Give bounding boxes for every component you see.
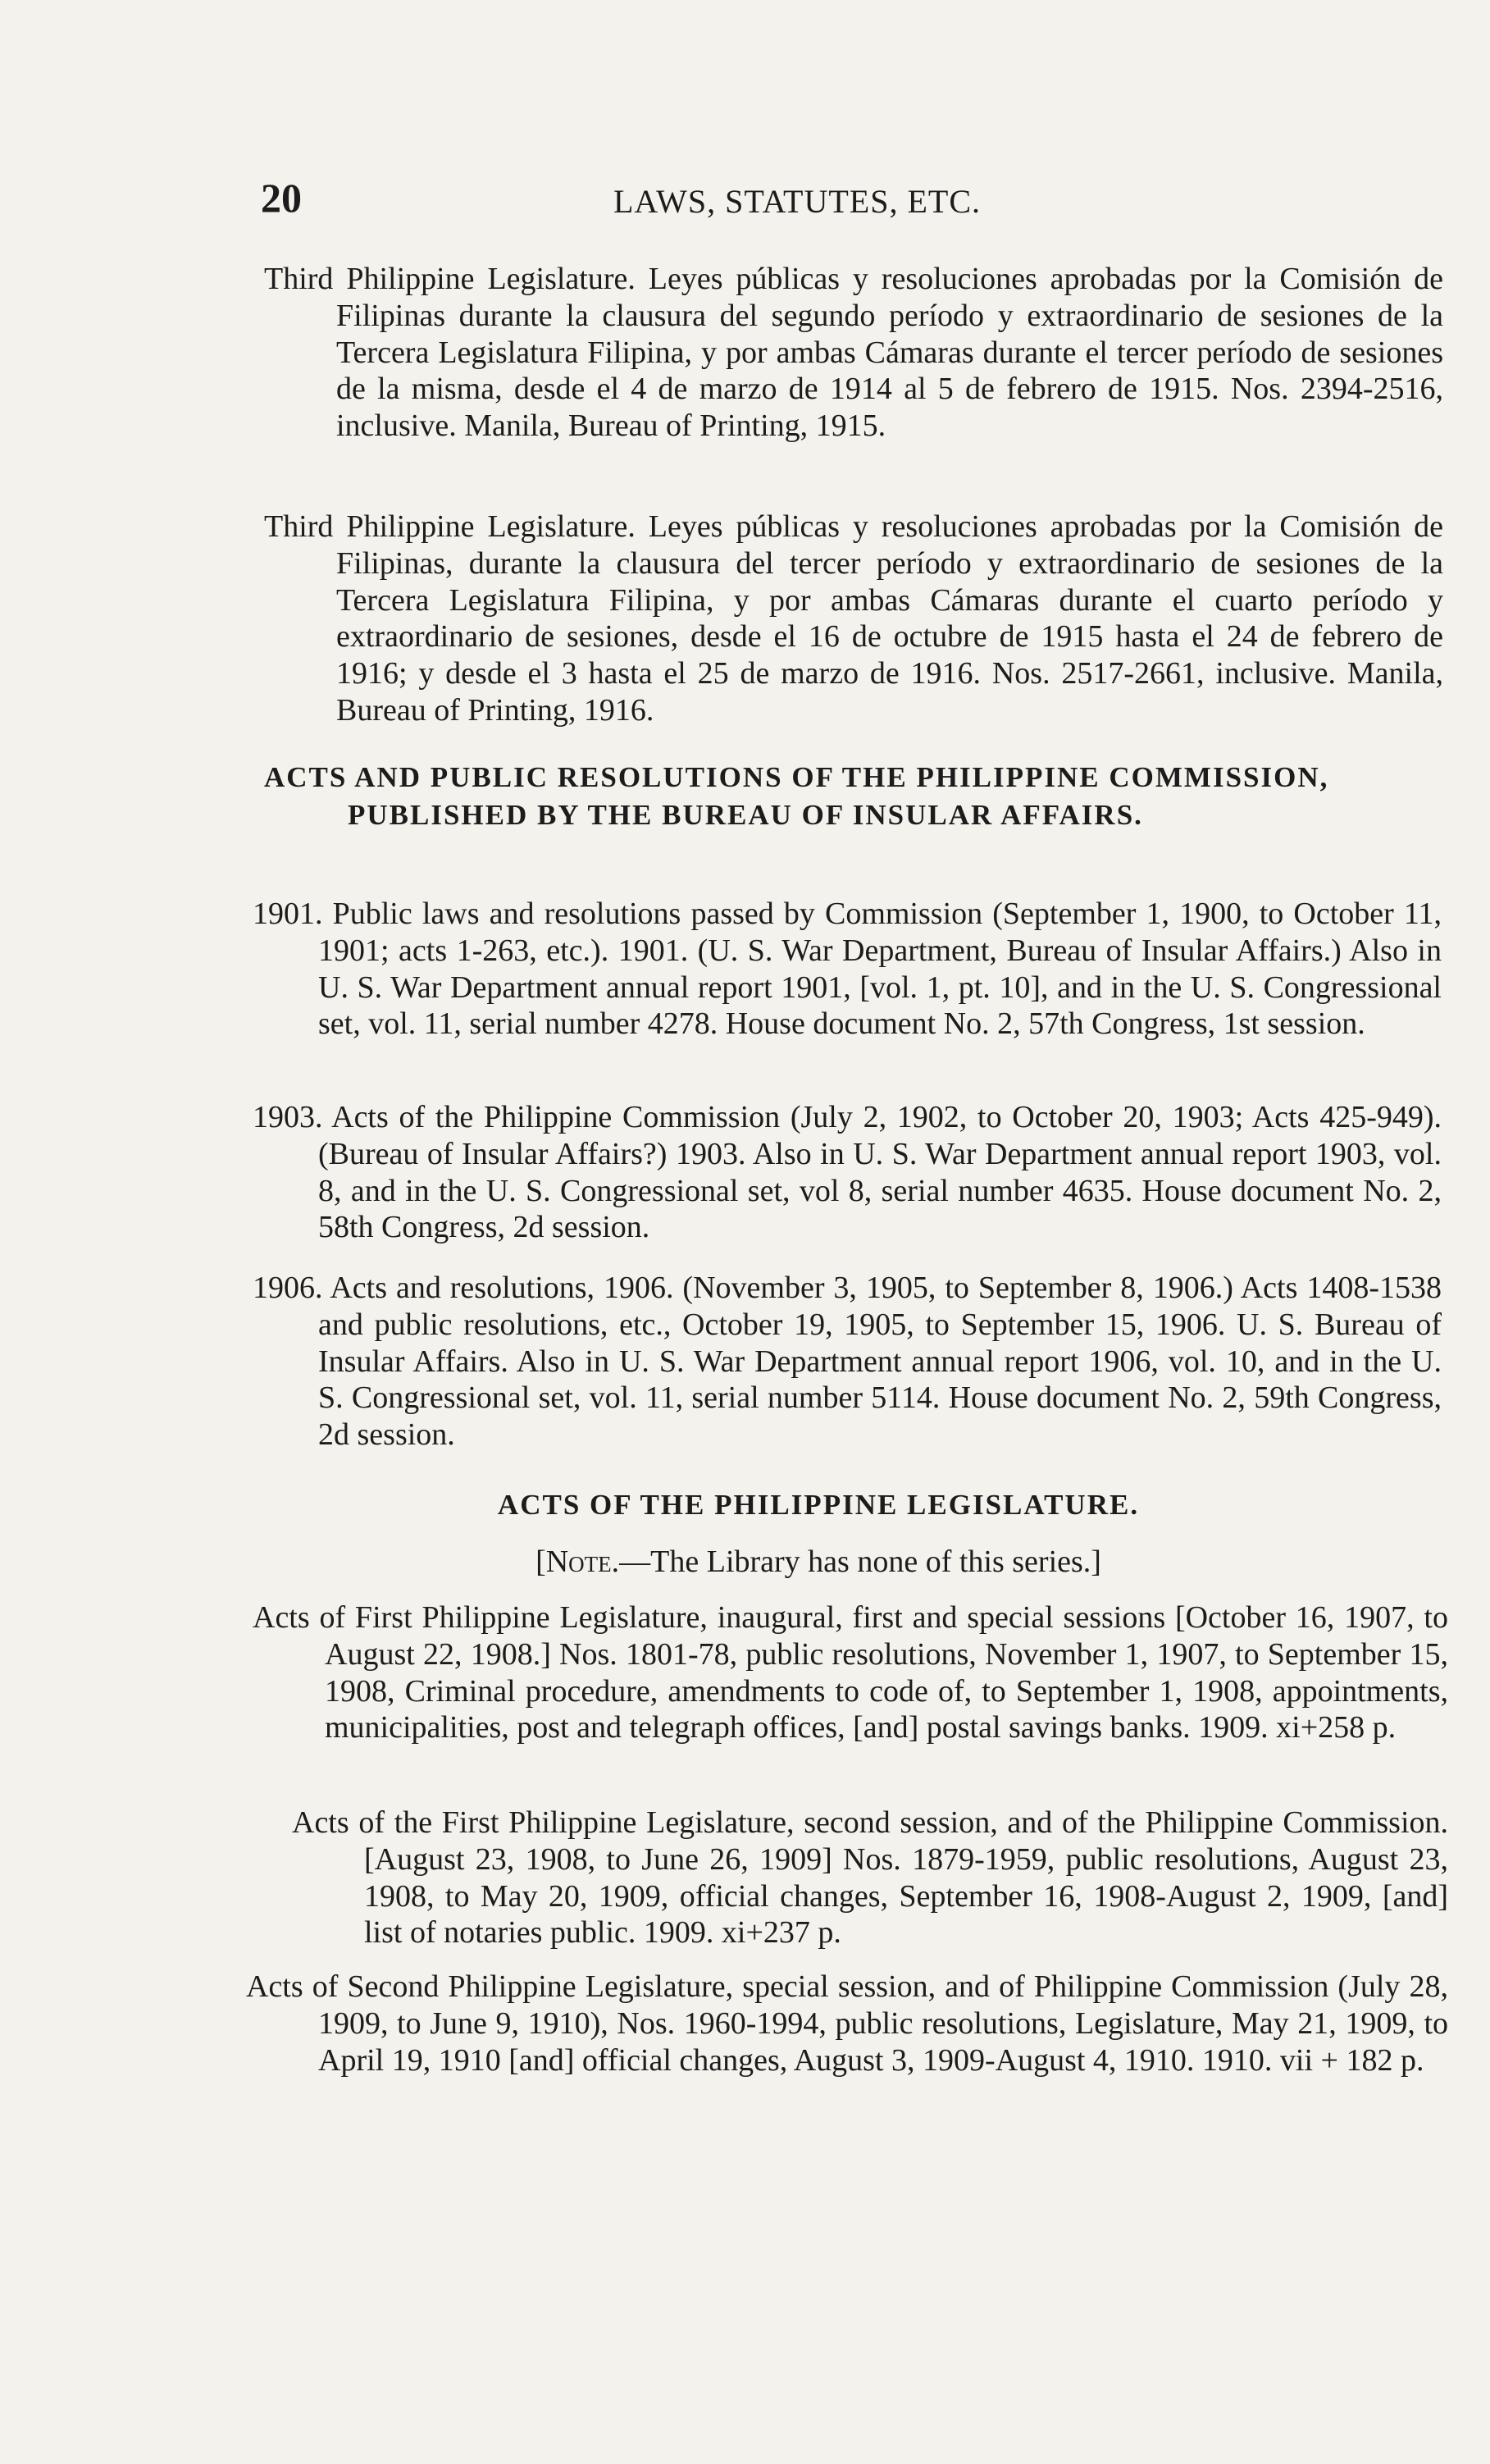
- bibliography-entry: Acts of the First Philippine Legislature, second session, and of the Philippine Commission. [August 23, 1908, to June 26, 1909] Nos. 1879-1959, public resolutions, August 23, 1908, to May 20, 1909, official changes, September 16, 1908-August 2, 1909, [and] list of notaries public. 1909. xi+237 p.: [292, 1805, 1448, 1951]
- bibliography-entry: 1906. Acts and resolutions, 1906. (November 3, 1905, to September 8, 1906.) Acts 1408-1538 and public resolutions, etc., October 19, 1905, to September 15, 1906. U. S. Bureau of Insular Affairs. Also in U. S. War Department annual report 1906, vol. 10, and in the U. S. Congressional set, vol. 11, serial number 5114. House document No. 2, 59th Congress, 2d session.: [253, 1271, 1442, 1453]
- note-label: Note.: [545, 1545, 620, 1579]
- page-header: [261, 174, 1392, 231]
- bibliography-entry: 1903. Acts of the Philippine Commission (July 2, 1902, to October 20, 1903; Acts 425-949). (Bureau of Insular Affairs?) 1903. Also in U. S. War Department annual report 1903, vol. 8, and in the U. S. Congressional set, vol 8, serial number 4635. House document No. 2, 58th Congress, 2d session.: [253, 1100, 1442, 1245]
- note-text: —The Library has none of this series.: [619, 1545, 1091, 1579]
- library-note: [Note.—The Library has none of this series.]: [535, 1545, 1101, 1579]
- bibliography-entry: Third Philippine Legislature. Leyes públicas y resoluciones aprobadas por la Comisión de Filipinas, durante la clausura del tercer período y extraordinario de sesiones de la Tercera Legislatura Filipina, y por ambas Cámaras durante el cuarto período y extraordinario de sesiones, desde el 16 de octubre de 1915 hasta el 24 de febrero de 1916; y desde el 3 hasta el 25 de marzo de 1916. Nos. 2517-2661, inclusive. Manila, Bureau of Printing, 1916.: [264, 509, 1443, 728]
- section-heading-legislature: ACTS OF THE PHILIPPINE LEGISLATURE.: [497, 1489, 1140, 1521]
- page-number: 20: [261, 175, 302, 221]
- section-heading-commission: ACTS AND PUBLIC RESOLUTIONS OF THE PHILIPPINE COMMISSION, PUBLISHED BY THE BUREAU OF INSULAR AFFAIRS.: [264, 761, 1329, 832]
- running-head: LAWS, STATUTES, ETC.: [613, 183, 982, 220]
- bibliography-entry: 1901. Public laws and resolutions passed by Commission (September 1, 1900, to October 11, 1901; acts 1-263, etc.). 1901. (U. S. War Department, Bureau of Insular Affairs.) Also in U. S. War Department annual report 1901, [vol. 1, pt. 10], and in the U. S. Congressional set, vol. 11, serial number 4278. House document No. 2, 57th Congress, 1st session.: [253, 897, 1442, 1042]
- bibliography-entry: Acts of First Philippine Legislature, inaugural, first and special sessions [October 16, 1907, to August 22, 1908.] Nos. 1801-78, public resolutions, November 1, 1907, to September 15, 1908, Criminal procedure, amendments to code of, to September 1, 1908, appointments, municipalities, post and telegraph offices, [and] postal savings banks. 1909. xi+258 p.: [253, 1600, 1448, 1745]
- bibliography-entry: Acts of Second Philippine Legislature, special session, and of Philippine Commission (July 28, 1909, to June 9, 1910), Nos. 1960-1994, public resolutions, Legislature, May 21, 1909, to April 19, 1910 [and] official changes, August 3, 1909-August 4, 1910. 1910. vii + 182 p.: [246, 1969, 1448, 2078]
- bibliography-entry: Third Philippine Legislature. Leyes públicas y resoluciones aprobadas por la Comisión de Filipinas durante la clausura del segundo período y extraordinario de sesiones de la Tercera Legislatura Filipina, y por ambas Cámaras durante el tercer período de sesiones de la misma, desde el 4 de marzo de 1914 al 5 de febrero de 1915. Nos. 2394-2516, inclusive. Manila, Bureau of Printing, 1915.: [264, 262, 1443, 444]
